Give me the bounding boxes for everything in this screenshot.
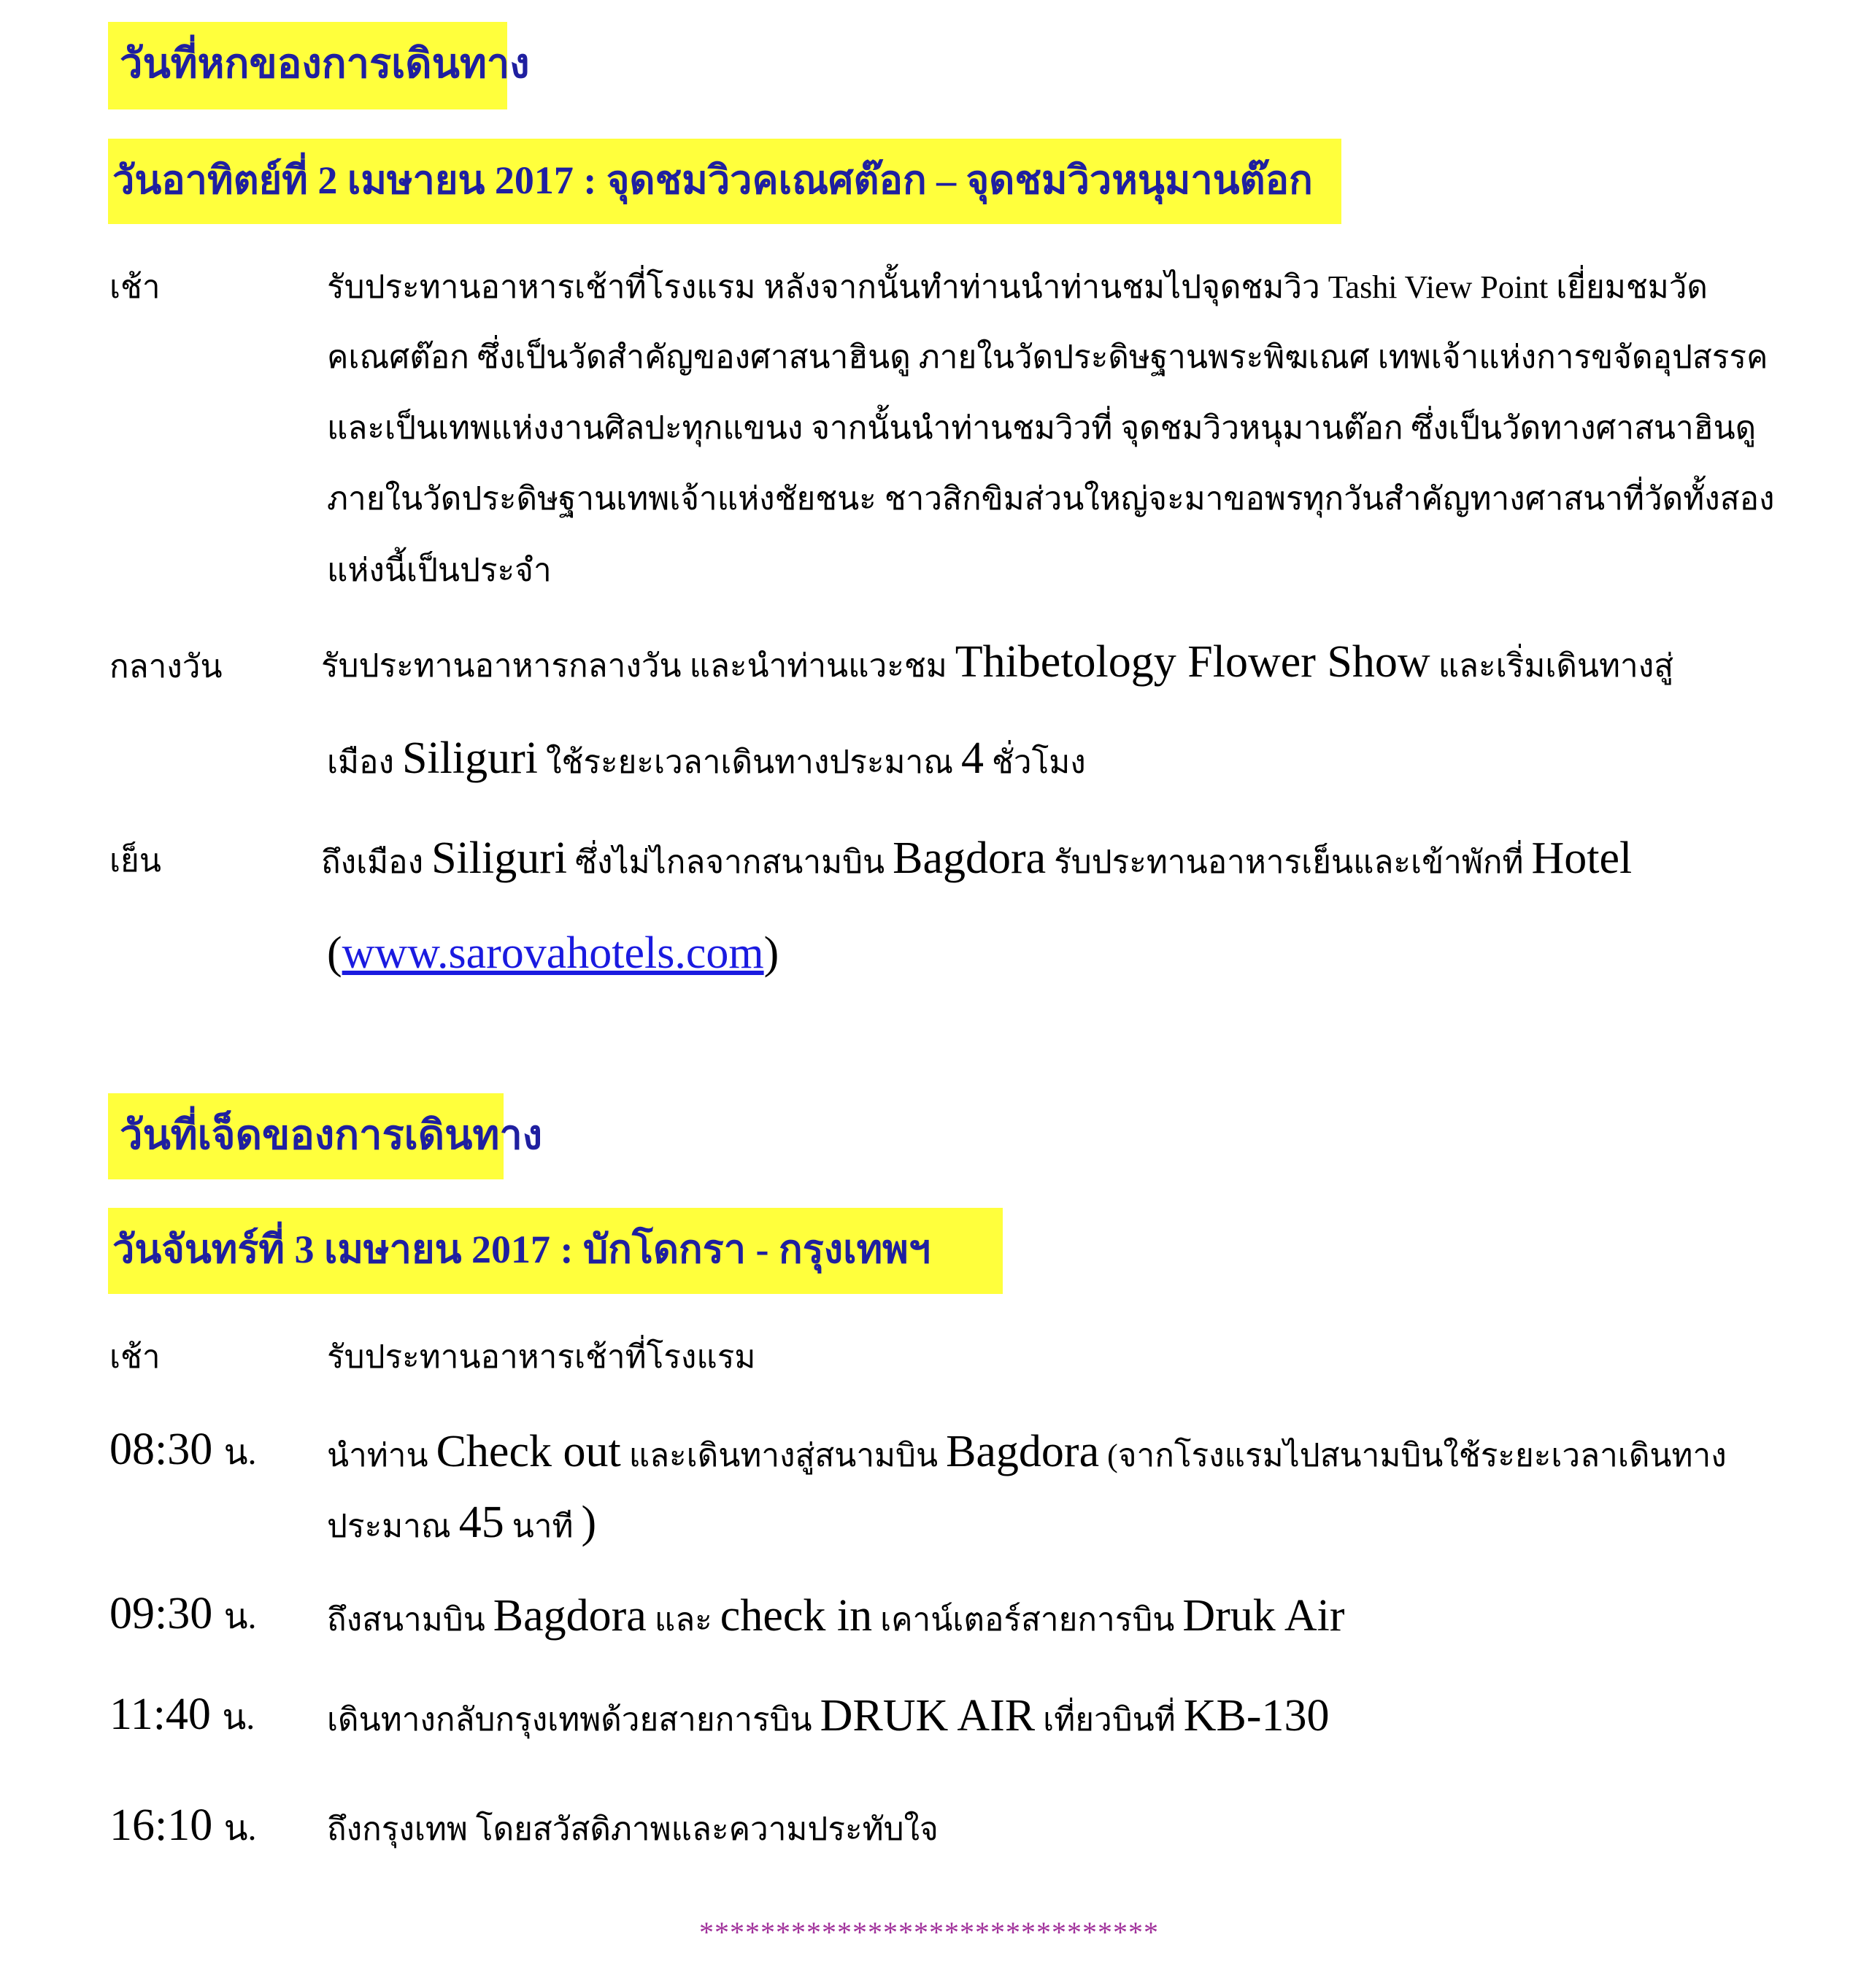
day7-morning-text: รับประทานอาหารเช้าที่โรงแรม	[327, 1339, 756, 1375]
airport-name: Bagdora	[946, 1427, 1100, 1476]
city-name: Siliguri	[401, 733, 538, 783]
text: ซึ่งไม่ไกลจากสนามบิน	[567, 844, 893, 880]
day6-noon-line-2	[327, 733, 1086, 783]
day7-title	[108, 1093, 543, 1179]
text: รับประทานอาหารเย็นและเข้าพักที่	[1046, 844, 1532, 880]
time-value: 11:40	[109, 1690, 223, 1739]
attraction-name: Thibetology Flower Show	[955, 637, 1430, 687]
time-unit: น.	[223, 1598, 257, 1636]
day6-title	[108, 22, 530, 109]
item-1140	[327, 1691, 1330, 1741]
text: ชั่วโมง	[984, 744, 1086, 780]
text: และเริ่มเดินทางสู่	[1430, 648, 1674, 684]
paren-open: (	[327, 928, 342, 978]
day6-morning-line-5: แห่งนี้เป็นประจำ	[327, 552, 552, 588]
hotel-word: Hotel	[1531, 833, 1633, 883]
day6-evening-line-2	[327, 928, 779, 978]
time-value: 08:30	[109, 1425, 224, 1474]
text: เที่ยวบินที่	[1035, 1702, 1184, 1738]
text: ถึงสนามบิน	[327, 1602, 493, 1638]
text: ใช้ระยะเวลาเดินทางประมาณ	[537, 744, 962, 780]
airline-name: DRUK AIR	[820, 1691, 1036, 1741]
time-0930	[109, 1591, 257, 1636]
day6-morning-line-2: คเณศต๊อก ซึ่งเป็นวัดสำคัญของศาสนาฮินดู ภายในวัดประดิษฐานพระพิฆเณศ เทพเจ้าแห่งการขจัดอุปสรรค	[327, 339, 1768, 375]
text: และเดินทางสู่สนามบิน	[620, 1438, 947, 1473]
check-out: Check out	[436, 1427, 621, 1476]
end-divider: ******************************	[699, 1916, 1159, 1949]
text: นำท่าน	[327, 1438, 436, 1473]
time-unit: น.	[222, 1698, 255, 1737]
day7-date-heading-text: วันจันทร์ที่ 3 เมษายน 2017 : บักโดกรา - กรุงเทพฯ	[112, 1228, 931, 1271]
text: เมือง	[327, 744, 402, 780]
time-0830	[109, 1427, 257, 1472]
day6-morning-line-4: ภายในวัดประดิษฐานเทพเจ้าแห่งชัยชนะ ชาวสิกขิมส่วนใหญ่จะมาขอพรทุกวันสำคัญทางศาสนาที่วัดทั้งสอง	[327, 481, 1775, 517]
day7-date-heading	[108, 1208, 1003, 1294]
text: ถึงเมือง	[321, 844, 432, 880]
text: รับประทานอาหารกลางวัน และนำท่านแวะชม	[321, 648, 955, 684]
text: และ	[646, 1602, 720, 1638]
text: เดินทางกลับกรุงเทพด้วยสายการบิน	[327, 1702, 820, 1738]
text: ประมาณ	[327, 1509, 459, 1544]
time-value: 09:30	[109, 1589, 224, 1638]
day6-evening-line-1	[321, 833, 1633, 883]
item-0830-line-2	[327, 1500, 596, 1545]
hotel-website-link[interactable]: www.sarovahotels.com	[342, 928, 764, 978]
airport-name: Bagdora	[493, 1591, 647, 1641]
item-1610: ถึงกรุงเทพ โดยสวัสดิภาพและความประทับใจ	[327, 1811, 939, 1847]
day6-morning-line-3: และเป็นเทพแห่งงานศิลปะทุกแขนง จากนั้นนำท่านชมวิวที่ จุดชมวิวหนุมานต๊อก ซึ่งเป็นวัดทางศาสนาฮินดู	[327, 410, 1757, 446]
hours: 4	[961, 733, 985, 783]
text: เคาน์เตอร์สายการบิน	[872, 1602, 1183, 1638]
time-unit: น.	[223, 1433, 257, 1472]
day6-evening-label: เย็น	[109, 843, 161, 879]
minutes: 45	[458, 1498, 504, 1547]
time-value: 16:10	[109, 1800, 224, 1850]
item-0930	[327, 1591, 1345, 1641]
day6-date-heading	[108, 139, 1341, 224]
city-name: Siliguri	[431, 833, 568, 883]
day6-morning-label: เช้า	[109, 269, 161, 305]
day6-date-heading-text: วันอาทิตย์ที่ 2 เมษายน 2017 : จุดชมวิวคเณศต๊อก – จุดชมวิวหนุมานต๊อก	[112, 158, 1313, 202]
paren-close: )	[581, 1498, 597, 1547]
airline-name: Druk Air	[1182, 1591, 1345, 1641]
time-unit: น.	[223, 1809, 257, 1848]
day7-morning-label: เช้า	[109, 1339, 161, 1375]
day7-title-text: วันที่เจ็ดของการเดินทาง	[120, 1113, 543, 1158]
text: (จากโรงแรมไปสนามบินใช้ระยะเวลาเดินทาง	[1099, 1438, 1727, 1473]
day6-title-text: วันที่หกของการเดินทาง	[120, 42, 530, 87]
day6-noon-line-1	[321, 639, 1673, 685]
item-0830-line-1	[327, 1429, 1727, 1474]
flight-number: KB-130	[1183, 1691, 1330, 1741]
time-1140	[109, 1692, 255, 1737]
day6-noon-label: กลางวัน	[109, 649, 223, 685]
check-in: check in	[720, 1591, 873, 1641]
day6-morning-line-1: รับประทานอาหารเช้าที่โรงแรม หลังจากนั้นทำท่านนำท่านชมไปจุดชมวิว Tashi View Point เยี่ยมชมวัด	[327, 269, 1708, 305]
airport-name: Bagdora	[893, 833, 1047, 883]
time-1610	[109, 1800, 257, 1850]
paren-close: )	[763, 928, 779, 978]
text: นาที	[504, 1509, 582, 1544]
